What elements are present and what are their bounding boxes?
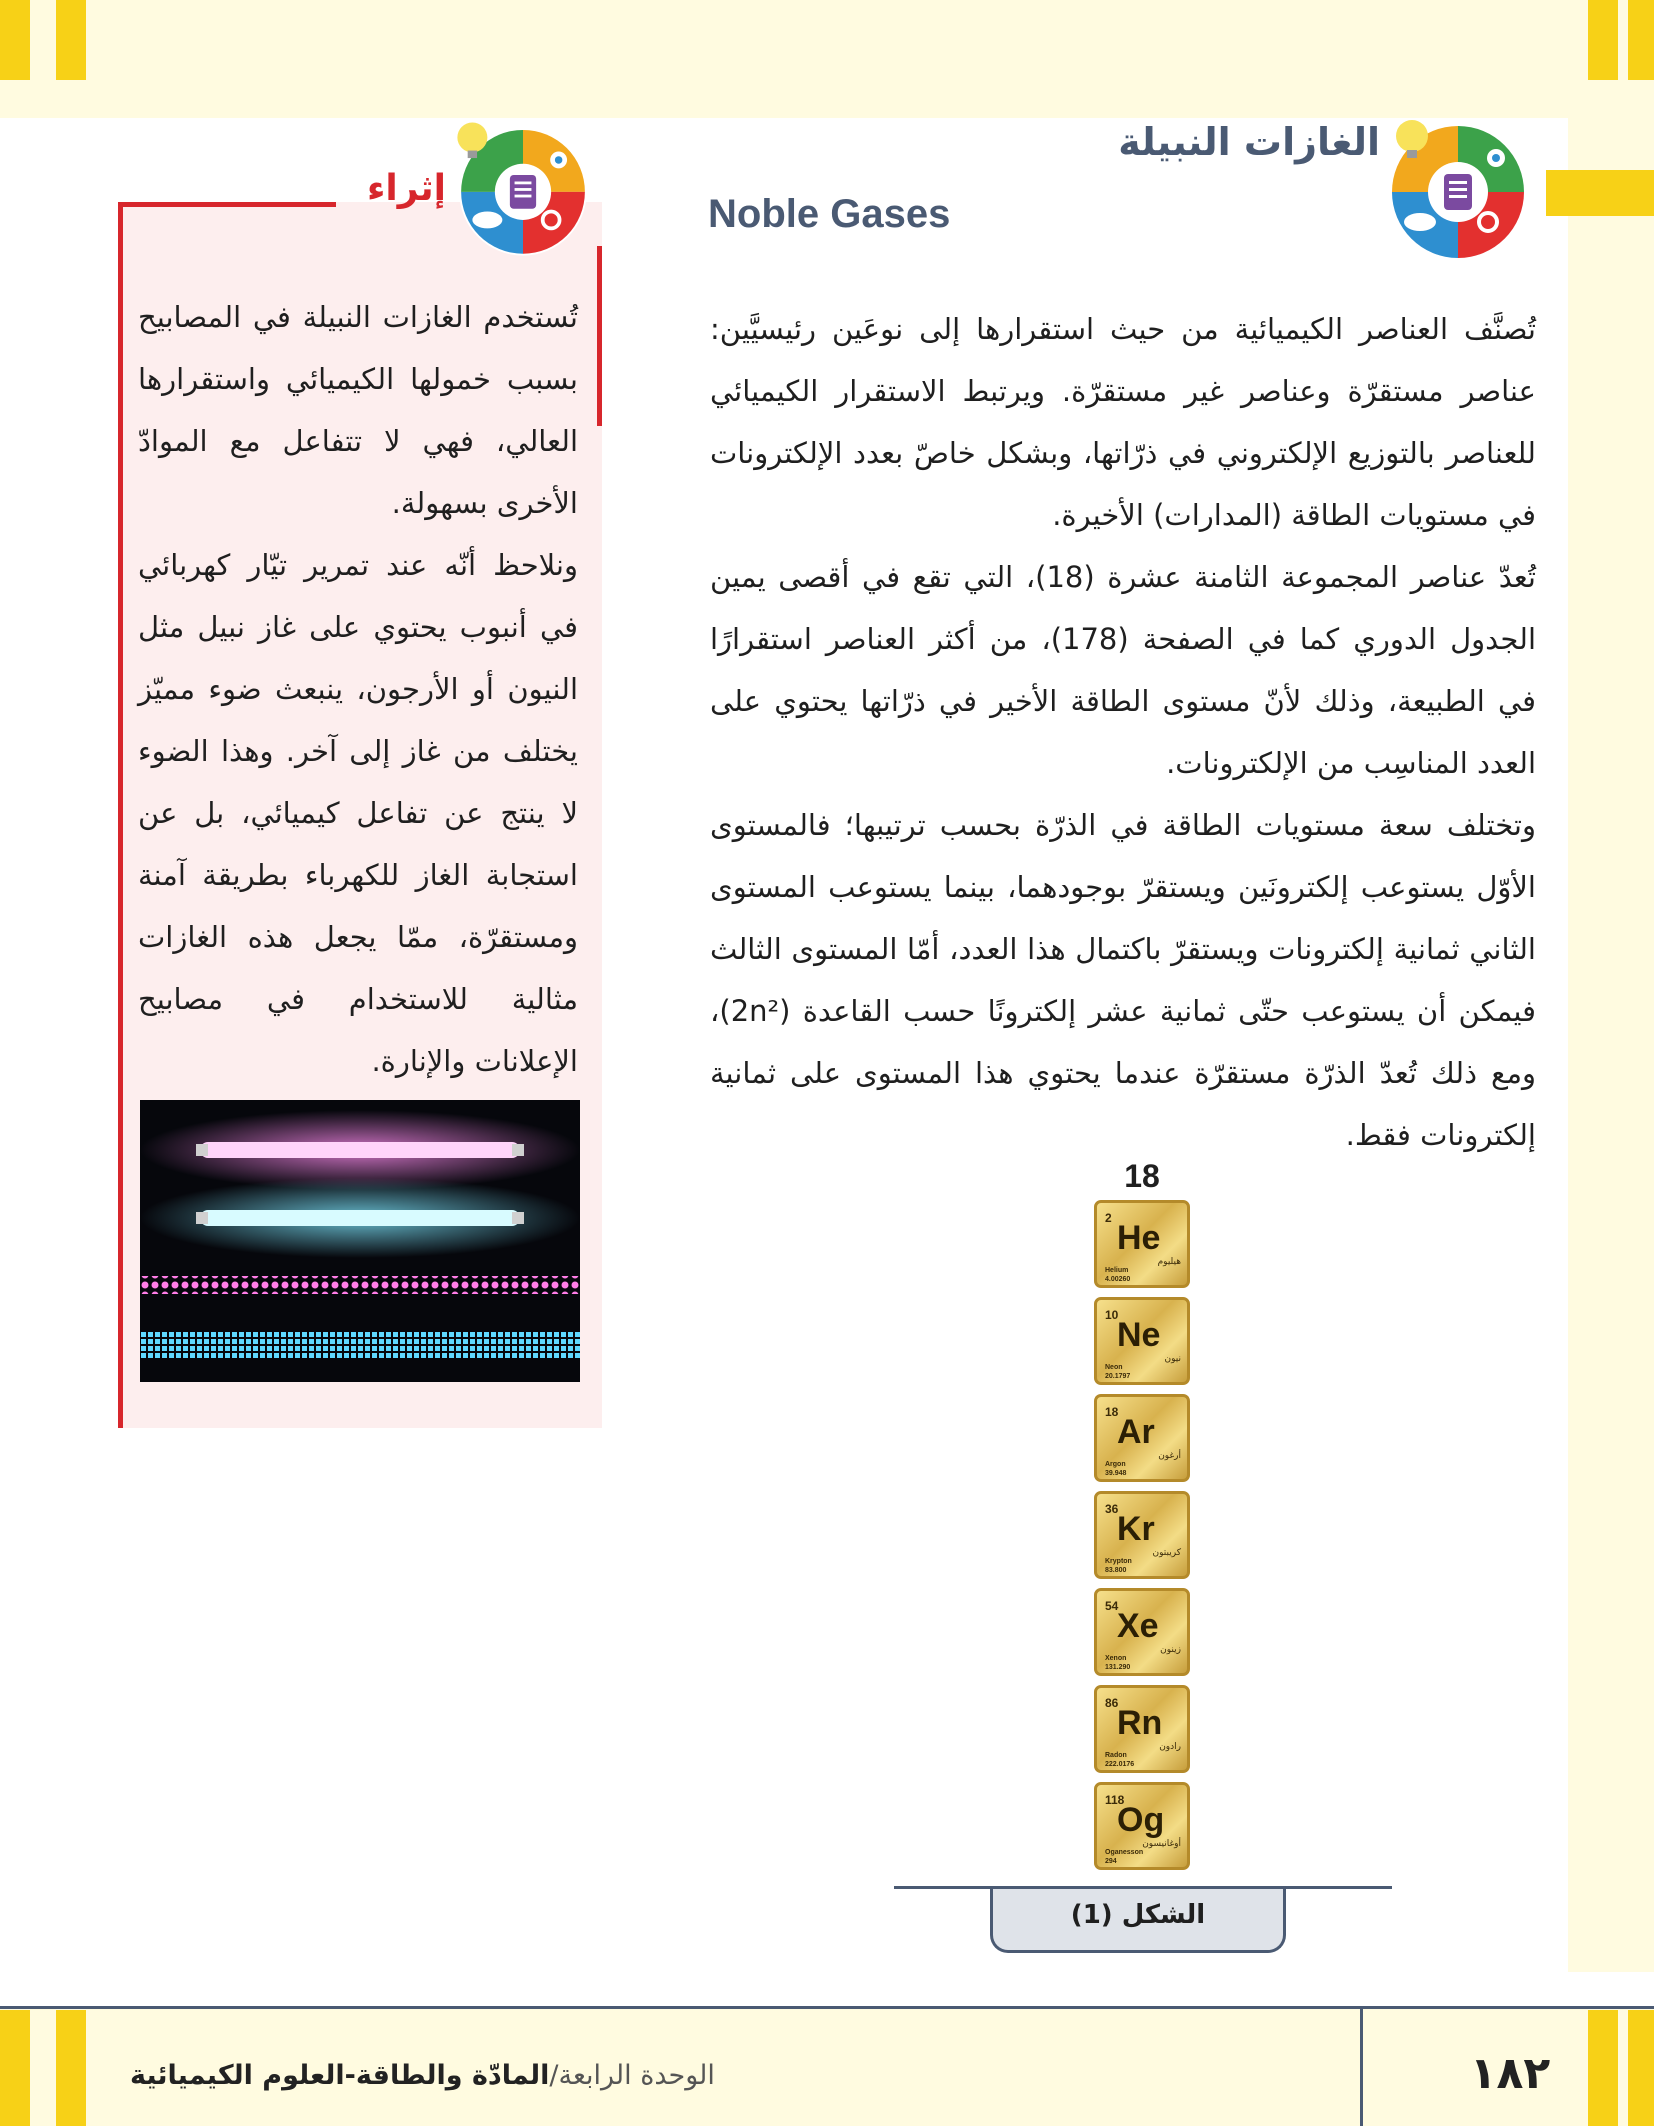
top-accent-block [1628,0,1654,80]
element-tile [1094,1491,1190,1579]
element-atomic-mass: 4.00260 [1105,1276,1131,1283]
element-atomic-number: 2 [1105,1211,1112,1225]
element-name-arabic: نيون [1164,1354,1181,1364]
page-number: ١٨٢ [1469,2048,1551,2099]
enrichment-paragraph: تُستخدم الغازات النبيلة في المصابيح بسبب خمولها الكيميائي واستقرارها العالي، فهي لا تتفاعل مع الموادّ الأخرى بسهولة. [138,300,578,520]
element-name-english: Oganesson [1105,1849,1144,1856]
element-name-english: Radon [1105,1752,1127,1759]
enrichment-title: إثراء [367,168,446,209]
element-atomic-mass: 294 [1105,1858,1117,1865]
section-title-arabic: الغازات النبيلة [1118,120,1380,164]
noble-gas-column [1094,1200,1192,1879]
main-paragraph: تُصنَّف العناصر الكيميائية من حيث استقرارها إلى نوعَين رئيسيَّين: عناصر مستقرّة وعناصر غير مستقرّة. ويرتبط الاستقرار الكيميائي للعناصر بالتوزيع الإلكتروني في ذرّاتها، وبشكل خاصّ بعدد الإلكترونات في مستويات الطاقة (المدارات) الأخيرة. [710,312,1536,532]
footer-accent-block [0,2010,30,2126]
element-atomic-mass: 39.948 [1105,1470,1127,1477]
enrichment-text [138,286,578,1092]
right-margin-band [1568,112,1654,1972]
top-accent-block [56,0,86,80]
element-name-arabic: كريبتون [1152,1548,1181,1558]
neon-tubes-image [140,1100,580,1382]
lesson-badge-icon [1378,114,1538,264]
element-name-english: Krypton [1105,1558,1132,1565]
element-name-arabic: هيليوم [1157,1257,1181,1267]
element-symbol: Kr [1117,1510,1155,1548]
top-accent-block [1588,0,1618,80]
footer-accent-block [1628,2010,1654,2126]
element-symbol: He [1117,1219,1161,1257]
element-name-arabic: أرغون [1158,1451,1181,1461]
element-atomic-number: 36 [1105,1502,1119,1516]
element-atomic-mass: 20.1797 [1105,1373,1131,1380]
element-atomic-number: 118 [1105,1793,1125,1807]
element-tile [1094,1588,1190,1676]
element-symbol: Og [1117,1801,1165,1839]
footer-divider [1360,2009,1363,2126]
element-tile [1094,1394,1190,1482]
enrichment-border [118,202,336,207]
element-atomic-number: 54 [1105,1599,1119,1613]
element-name-english: Helium [1105,1267,1129,1274]
main-text [710,298,1536,1166]
element-name-english: Neon [1105,1364,1123,1371]
footer-unit-lead: الوحدة الرابعة/ [549,2060,715,2091]
element-atomic-mass: 222.0176 [1105,1761,1135,1768]
element-name-arabic: زينون [1160,1645,1181,1655]
element-symbol: Ne [1117,1316,1161,1354]
element-name-arabic: أوغانيسون [1142,1839,1181,1849]
element-atomic-number: 10 [1105,1308,1119,1322]
top-accent-block [0,0,30,80]
element-tile [1094,1782,1190,1870]
main-paragraph: وتختلف سعة مستويات الطاقة في الذرّة بحسب ترتيبها؛ فالمستوى الأوّل يستوعب إلكترونَين ويستقرّ بوجودهما، بينما يستوعب المستوى الثاني ثمانية إلكترونات ويستقرّ باكتمال هذا العدد، أمّا المستوى الثالث فيمكن أن يستوعب حتّى ثمانية عشر إلكترونًا حسب القاعدة (2n²)، ومع ذلك تُعدّ الذرّة مستقرّة عندما يحتوي هذا المستوى على ثمانية إلكترونات فقط. [710,808,1536,1152]
element-name-english: Argon [1105,1461,1126,1468]
element-name-arabic: رادون [1159,1742,1181,1752]
footer-accent-block [56,2010,86,2126]
element-symbol: Ar [1117,1413,1155,1451]
element-atomic-mass: 83.800 [1105,1567,1127,1574]
element-tile [1094,1685,1190,1773]
element-atomic-mass: 131.290 [1105,1664,1131,1671]
footer-unit-name: المادّة والطاقة-العلوم الكيميائية [130,2060,550,2091]
footer-accent-block [1588,2010,1618,2126]
top-strip [0,0,1654,118]
element-tile [1094,1200,1190,1288]
element-symbol: Xe [1117,1607,1159,1645]
enrichment-badge-icon [448,114,598,264]
main-paragraph: تُعدّ عناصر المجموعة الثامنة عشرة (18)، التي تقع في أقصى يمين الجدول الدوري كما في الصفحة (178)، من أكثر العناصر استقرارًا في الطبيعة، وذلك لأنّ مستوى الطاقة الأخير في ذرّاتها يحتوي على العدد المناسِب من الإلكترونات. [710,560,1536,780]
section-title-english: Noble Gases [708,192,951,236]
enrichment-border [118,202,123,1428]
element-atomic-number: 18 [1105,1405,1119,1419]
element-symbol: Rn [1117,1704,1163,1742]
figure-caption: الشكل (1) [1070,1900,1206,1930]
enrichment-border [597,246,602,426]
footer-unit-title [130,2060,1330,2091]
element-tile [1094,1297,1190,1385]
enrichment-paragraph: ونلاحظ أنّه عند تمرير تيّار كهربائي في أنبوب يحتوي على غاز نبيل مثل النيون أو الأرجون، ينبعث ضوء مميّز يختلف من غاز إلى آخر. وهذا الضوء لا ينتج عن تفاعل كيميائي، بل عن استجابة الغاز للكهرباء بطريقة آمنة ومستقرّة، ممّا يجعل هذه الغازات مثالية للاستخدام في مصابيح الإعلانات والإنارة. [138,548,578,1078]
right-section-tab [1546,170,1654,216]
element-atomic-number: 86 [1105,1696,1119,1710]
group-number-label: 18 [1124,1158,1160,1194]
element-name-english: Xenon [1105,1655,1127,1662]
